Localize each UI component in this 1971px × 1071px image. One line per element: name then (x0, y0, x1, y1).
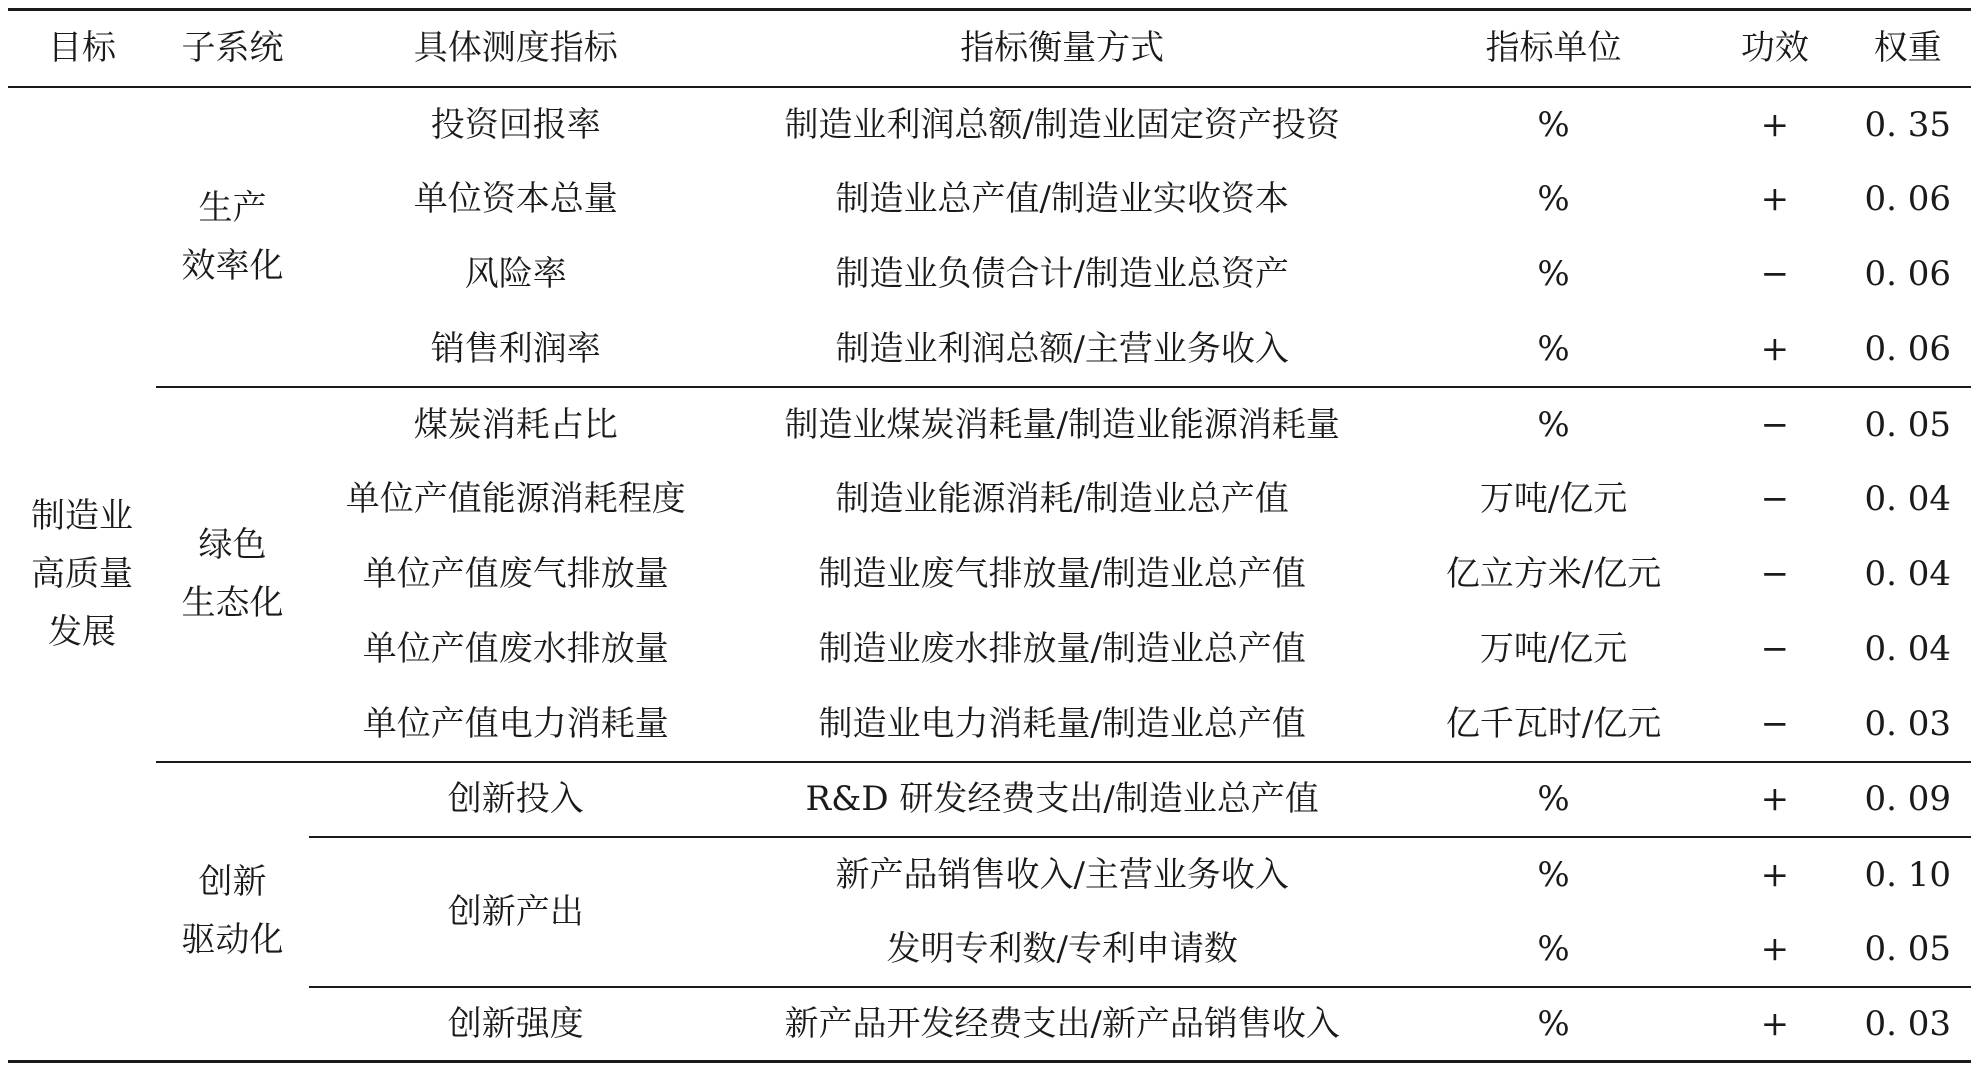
header-row (8, 10, 1971, 87)
unit-cell: % (1402, 912, 1706, 987)
unit-cell: % (1537, 1003, 1570, 1044)
indicator-cell: 单位产值电力消耗量 (309, 687, 723, 762)
weight-cell: 0. 03 (1864, 1003, 1951, 1044)
measure-cell: 制造业总产值/制造业实收资本 (835, 179, 1289, 219)
goal-cell (8, 87, 156, 1062)
weight-cell: 0. 05 (1864, 404, 1951, 445)
unit-cell: % (1537, 854, 1570, 895)
weight-cell: 0. 35 (1864, 104, 1951, 145)
measure-cell: 新产品销售收入/主营业务收入 (835, 854, 1289, 895)
unit-cell: % (1537, 404, 1570, 445)
effect-cell: − (1760, 254, 1790, 294)
indicator-table (8, 8, 1971, 1063)
unit-cell: % (1537, 254, 1570, 294)
indicator-cell: 单位产值废水排放量 (362, 629, 669, 669)
unit-cell: 万吨/亿元 (1479, 629, 1628, 669)
table-row (8, 387, 1971, 462)
effect-cell: − (1705, 687, 1844, 762)
weight-cell: 0. 06 (1864, 254, 1951, 294)
measure-cell: 制造业电力消耗量/制造业总产值 (723, 687, 1402, 762)
header-effect: 功效 (1705, 10, 1844, 87)
header-goal: 目标 (8, 10, 156, 87)
measure-cell: 制造业废水排放量/制造业总产值 (818, 629, 1306, 669)
weight-cell: 0. 10 (1864, 854, 1951, 895)
header-measure: 指标衡量方式 (723, 10, 1402, 87)
effect-cell: + (1705, 312, 1844, 387)
effect-cell: − (1760, 554, 1790, 594)
subsystem-line: 效率化 (181, 245, 284, 286)
indicator-cell: 投资回报率 (430, 104, 601, 145)
unit-cell: 亿立方米/亿元 (1445, 554, 1662, 594)
unit-cell: % (1402, 312, 1706, 387)
table-row (8, 87, 1971, 162)
indicator-cell: 销售利润率 (309, 312, 723, 387)
subsystem-cell (156, 87, 309, 387)
effect-cell: + (1705, 762, 1844, 837)
unit-cell: 亿千瓦时/亿元 (1402, 687, 1706, 762)
measure-cell: 制造业利润总额/主营业务收入 (723, 312, 1402, 387)
weight-cell: 0. 09 (1844, 762, 1971, 837)
indicator-cell: 创新强度 (447, 1003, 584, 1044)
unit-cell: % (1402, 762, 1706, 837)
weight-cell: 0. 05 (1844, 912, 1971, 987)
unit-cell: 万吨/亿元 (1479, 479, 1628, 519)
effect-cell: − (1760, 629, 1790, 669)
indicator-cell: 创新投入 (309, 762, 723, 837)
effect-cell: − (1760, 479, 1790, 519)
indicator-cell: 单位产值能源消耗程度 (345, 479, 686, 519)
indicator-cell: 单位产值废气排放量 (362, 554, 669, 594)
indicator-cell: 创新产出 (309, 837, 723, 987)
subsystem-cell (156, 387, 309, 762)
table-container (8, 8, 1971, 1063)
measure-cell: 制造业煤炭消耗量/制造业能源消耗量 (784, 404, 1340, 445)
indicator-cell: 风险率 (464, 254, 567, 294)
effect-cell: + (1760, 179, 1790, 219)
header-weight: 权重 (1844, 10, 1971, 87)
effect-cell: + (1705, 912, 1844, 987)
effect-cell: + (1760, 854, 1790, 895)
table-row (8, 762, 1971, 837)
header-unit: 指标单位 (1402, 10, 1706, 87)
weight-cell: 0. 06 (1844, 312, 1971, 387)
weight-cell: 0. 06 (1864, 179, 1951, 219)
measure-cell: 制造业能源消耗/制造业总产值 (835, 479, 1289, 519)
effect-cell: + (1760, 104, 1790, 145)
header-subsystem: 子系统 (156, 10, 309, 87)
subsystem-line: 创新 (198, 862, 267, 903)
subsystem-cell (156, 762, 309, 1062)
subsystem-line: 驱动化 (181, 920, 284, 961)
indicator-cell: 单位资本总量 (413, 179, 618, 219)
subsystem-line: 生态化 (181, 583, 284, 623)
measure-cell: 制造业废气排放量/制造业总产值 (818, 554, 1306, 594)
weight-cell: 0. 03 (1844, 687, 1971, 762)
unit-cell: % (1537, 104, 1570, 145)
measure-cell: 制造业负债合计/制造业总资产 (835, 254, 1289, 294)
weight-cell: 0. 04 (1864, 629, 1951, 669)
measure-cell: 新产品开发经费支出/新产品销售收入 (784, 1003, 1340, 1044)
weight-cell: 0. 04 (1864, 479, 1951, 519)
header-indicator: 具体测度指标 (309, 10, 723, 87)
weight-cell: 0. 04 (1864, 554, 1951, 594)
measure-cell: 制造业利润总额/制造业固定资产投资 (784, 104, 1340, 145)
measure-cell: 发明专利数/专利申请数 (723, 912, 1402, 987)
effect-cell: − (1760, 404, 1790, 445)
effect-cell: + (1760, 1003, 1790, 1044)
goal-line: 高质量 (30, 553, 133, 594)
subsystem-line: 生产 (198, 187, 267, 228)
indicator-cell: 煤炭消耗占比 (413, 404, 618, 445)
unit-cell: % (1537, 179, 1570, 219)
goal-line: 制造业 (30, 495, 133, 536)
subsystem-line: 绿色 (198, 525, 267, 565)
goal-line: 发展 (47, 611, 116, 652)
measure-cell: R&D 研发经费支出/制造业总产值 (723, 762, 1402, 837)
